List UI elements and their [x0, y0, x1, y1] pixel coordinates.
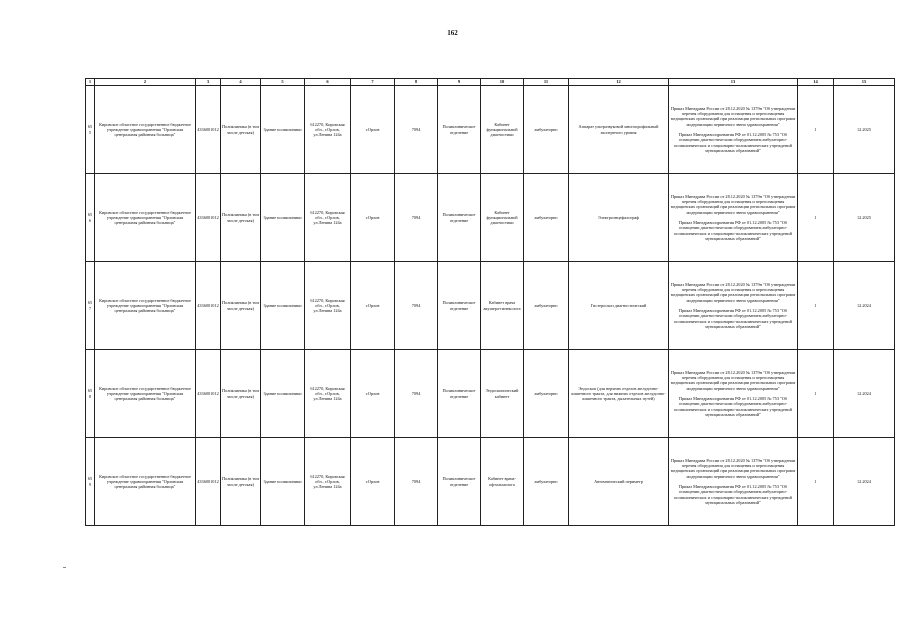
code-cell: 7094	[395, 350, 438, 438]
unit-cell: Поликлиника (в том числе детская)	[221, 350, 261, 438]
table-row	[86, 438, 895, 526]
equipment-registry-table	[85, 78, 895, 526]
department-cell: Поликлиническое отделение	[438, 438, 481, 526]
quantity-cell: 1	[798, 262, 834, 350]
inn-cell: 4336001012	[196, 86, 221, 174]
address-cell: 612270, Кировская обл., г.Орлов, ул.Ленина 124а	[305, 86, 351, 174]
equipment-cell: Электроэнцефалограф	[569, 174, 669, 262]
building-cell: Здание поликлиники	[261, 174, 305, 262]
page-number: 162	[447, 29, 458, 37]
organization-name: Кировское областное государственное бюджетное учреждение здравоохранения "Орловская центральная районная больница"	[95, 438, 196, 526]
date-cell: 12.2024	[834, 350, 895, 438]
inn-cell: 4336001012	[196, 262, 221, 350]
room-cell: Кабинет функциональной диагностики	[481, 174, 524, 262]
unit-cell: Поликлиника (в том числе детская)	[221, 174, 261, 262]
code-cell: 7094	[395, 174, 438, 262]
organization-name: Кировское областное государственное бюджетное учреждение здравоохранения "Орловская центральная районная больница"	[95, 350, 196, 438]
row-number: 655	[86, 86, 95, 174]
column-number: 4	[221, 79, 261, 86]
room-cell: Кабинет функциональной диагностики	[481, 86, 524, 174]
room-cell: Кабинет врача акушера-гинеколога	[481, 262, 524, 350]
care-type-cell: амбулаторно	[524, 86, 569, 174]
row-number: 657	[86, 262, 95, 350]
basis-cell: Приказ Минздрава России от 28.12.2020 № 1379н "Об утверждении перечня оборудования для оснащения и переоснащения медицинских организаций при реализации региональных программ модернизации первичного звена здравоохранения" Приказ Минздравсоцразвития РФ от 01.12.2005 № 753 "Об оснащении диагностическим оборудованием амбулаторно-поликлинических и стационарно-поликлинических учреждений муниципальных образований"	[669, 350, 798, 438]
equipment-cell: Гистероскоп диагностический	[569, 262, 669, 350]
unit-cell: Поликлиника (в том числе детская)	[221, 86, 261, 174]
equipment-cell: Автоматический периметр	[569, 438, 669, 526]
table-row	[86, 174, 895, 262]
table-row	[86, 262, 895, 350]
organization-name: Кировское областное государственное бюджетное учреждение здравоохранения "Орловская центральная районная больница"	[95, 174, 196, 262]
building-cell: Здание поликлиники	[261, 262, 305, 350]
column-number: 11	[524, 79, 569, 86]
date-cell: 12.2025	[834, 174, 895, 262]
column-number: 7	[351, 79, 395, 86]
department-cell: Поликлиническое отделение	[438, 350, 481, 438]
organization-name: Кировское областное государственное бюджетное учреждение здравоохранения "Орловская центральная районная больница"	[95, 262, 196, 350]
code-cell: 7094	[395, 438, 438, 526]
city-cell: г.Орлов	[351, 174, 395, 262]
date-cell: 12.2024	[834, 262, 895, 350]
column-number: 1	[86, 79, 95, 86]
column-number: 5	[261, 79, 305, 86]
column-number: 14	[798, 79, 834, 86]
basis-cell: Приказ Минздрава России от 28.12.2020 № 1379н "Об утверждении перечня оборудования для оснащения и переоснащения медицинских организаций при реализации региональных программ модернизации первичного звена здравоохранения" Приказ Минздравсоцразвития РФ от 01.12.2005 № 753 "Об оснащении диагностическим оборудованием амбулаторно-поликлинических и стационарно-поликлинических учреждений муниципальных образований"	[669, 438, 798, 526]
stray-mark	[63, 567, 66, 568]
table-row	[86, 86, 895, 174]
inn-cell: 4336001012	[196, 350, 221, 438]
department-cell: Поликлиническое отделение	[438, 262, 481, 350]
building-cell: Здание поликлиники	[261, 438, 305, 526]
column-number: 2	[95, 79, 196, 86]
column-number: 13	[669, 79, 798, 86]
column-number-row	[86, 79, 895, 86]
equipment-cell: Эндоскоп (для верхних отделов желудочно-кишечного тракта, для нижних отделов желудочно-кишечного тракта, дыхательных путей)	[569, 350, 669, 438]
inn-cell: 4336001012	[196, 438, 221, 526]
code-cell: 7094	[395, 86, 438, 174]
column-number: 12	[569, 79, 669, 86]
code-cell: 7094	[395, 262, 438, 350]
column-number: 15	[834, 79, 895, 86]
column-number: 3	[196, 79, 221, 86]
column-number: 9	[438, 79, 481, 86]
care-type-cell: амбулаторно	[524, 438, 569, 526]
room-cell: Эндоскопический кабинет	[481, 350, 524, 438]
department-cell: Поликлиническое отделение	[438, 174, 481, 262]
basis-cell: Приказ Минздрава России от 28.12.2020 № 1379н "Об утверждении перечня оборудования для оснащения и переоснащения медицинских организаций при реализации региональных программ модернизации первичного звена здравоохранения" Приказ Минздравсоцразвития РФ от 01.12.2005 № 753 "Об оснащении диагностическим оборудованием амбулаторно-поликлинических и стационарно-поликлинических учреждений муниципальных образований"	[669, 86, 798, 174]
column-number: 10	[481, 79, 524, 86]
basis-cell: Приказ Минздрава России от 28.12.2020 № 1379н "Об утверждении перечня оборудования для оснащения и переоснащения медицинских организаций при реализации региональных программ модернизации первичного звена здравоохранения" Приказ Минздравсоцразвития РФ от 01.12.2005 № 753 "Об оснащении диагностическим оборудованием амбулаторно-поликлинических и стационарно-поликлинических учреждений муниципальных образований"	[669, 262, 798, 350]
organization-name: Кировское областное государственное бюджетное учреждение здравоохранения "Орловская центральная районная больница"	[95, 86, 196, 174]
inn-cell: 4336001012	[196, 174, 221, 262]
row-number: 656	[86, 174, 95, 262]
city-cell: г.Орлов	[351, 350, 395, 438]
care-type-cell: амбулаторно	[524, 350, 569, 438]
equipment-cell: Аппарат ультразвуковой многопрофильный экспертного уровня	[569, 86, 669, 174]
column-number: 8	[395, 79, 438, 86]
row-number: 659	[86, 438, 95, 526]
unit-cell: Поликлиника (в том числе детская)	[221, 262, 261, 350]
quantity-cell: 1	[798, 438, 834, 526]
building-cell: Здание поликлиники	[261, 86, 305, 174]
room-cell: Кабинет врача-офтальмолога	[481, 438, 524, 526]
quantity-cell: 1	[798, 174, 834, 262]
address-cell: 612270, Кировская обл., г.Орлов, ул.Ленина 124а	[305, 438, 351, 526]
address-cell: 612270, Кировская обл., г.Орлов, ул.Ленина 124а	[305, 350, 351, 438]
department-cell: Поликлиническое отделение	[438, 86, 481, 174]
column-number: 6	[305, 79, 351, 86]
address-cell: 612270, Кировская обл., г.Орлов, ул.Ленина 124а	[305, 262, 351, 350]
row-number: 658	[86, 350, 95, 438]
city-cell: г.Орлов	[351, 438, 395, 526]
building-cell: Здание поликлиники	[261, 350, 305, 438]
care-type-cell: амбулаторно	[524, 262, 569, 350]
quantity-cell: 1	[798, 350, 834, 438]
care-type-cell: амбулаторно	[524, 174, 569, 262]
date-cell: 12.2024	[834, 438, 895, 526]
address-cell: 612270, Кировская обл., г.Орлов, ул.Ленина 124а	[305, 174, 351, 262]
basis-cell: Приказ Минздрава России от 28.12.2020 № 1379н "Об утверждении перечня оборудования для оснащения и переоснащения медицинских организаций при реализации региональных программ модернизации первичного звена здравоохранения" Приказ Минздравсоцразвития РФ от 01.12.2005 № 753 "Об оснащении диагностическим оборудованием амбулаторно-поликлинических и стационарно-поликлинических учреждений муниципальных образований"	[669, 174, 798, 262]
unit-cell: Поликлиника (в том числе детская)	[221, 438, 261, 526]
city-cell: г.Орлов	[351, 262, 395, 350]
date-cell: 12.2025	[834, 86, 895, 174]
quantity-cell: 1	[798, 86, 834, 174]
city-cell: г.Орлов	[351, 86, 395, 174]
table-row	[86, 350, 895, 438]
